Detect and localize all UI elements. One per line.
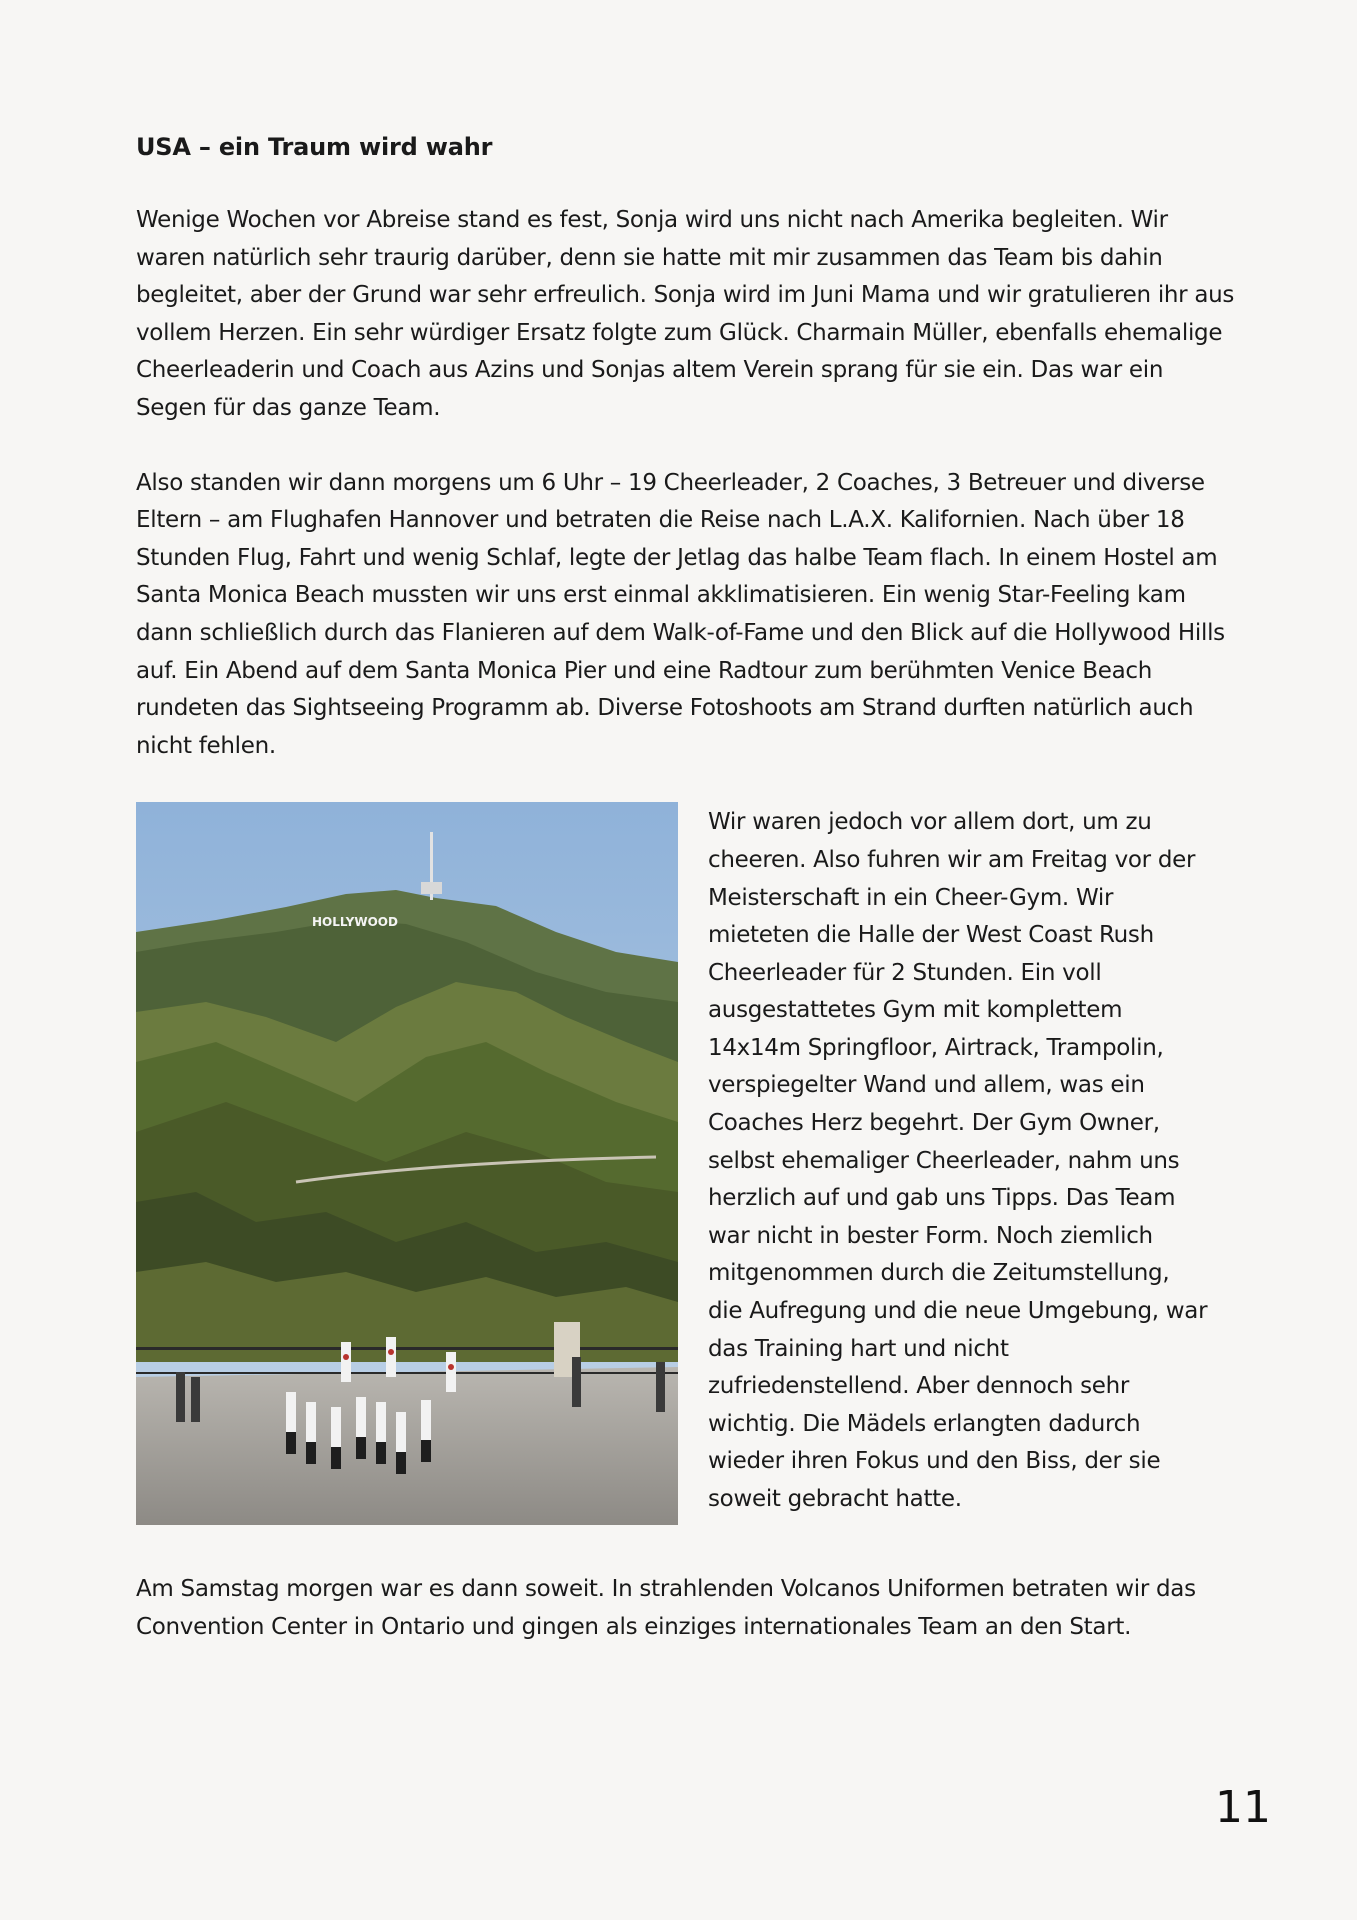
- side-text: [708, 804, 1208, 1518]
- page-content: [136, 128, 1236, 1684]
- paragraph-3: Wir waren jedoch vor allem dort, um zu cheeren. Also fuhren wir am Freitag vor der Meisterschaft in ein Cheer-Gym. Wir mieteten die Halle der West Coast Rush Cheerleader für 2 Stunden. Ein voll ausgestattetes Gym mit komplettem 14x14m Springfloor, Airtrack, Trampolin, verspiegelter Wand und allem, was ein Coaches Herz begehrt. Der Gym Owner, selbst ehemaliger Cheerleader, nahm uns herzlich auf und gab uns Tipps. Das Team war nicht in bester Form. Noch ziemlich mitgenommen durch die Zeitumstellung, die Aufregung und die neue Umgebung, war das Training hart und nicht zufriedenstellend. Aber dennoch sehr wichtig. Die Mädels erlangten dadurch wieder ihren Fokus und den Biss, der sie soweit gebracht hatte.: [708, 809, 1208, 1512]
- photo-text-row: [136, 802, 1236, 1525]
- paragraph-4: Am Samstag morgen war es dann soweit. In strahlenden Volcanos Uniformen betraten wir das Convention Center in Ontario und gingen als einziges internationales Team an den Start.: [136, 1576, 1196, 1640]
- hollywood-hills-photo: [136, 802, 678, 1525]
- paragraph-2: Also standen wir dann morgens um 6 Uhr – 19 Cheerleader, 2 Coaches, 3 Betreuer und diverse Eltern – am Flughafen Hannover und betraten die Reise nach L.A.X. Kalifornien. Nach über 18 Stunden Flug, Fahrt und wenig Schlaf, legte der Jetlag das halbe Team flach. In einem Hostel am Santa Monica Beach mussten wir uns erst einmal akklimatisieren. Ein wenig Star-Feeling kam dann schließlich durch das Flanieren auf dem Walk-of-Fame und den Blick auf die Hollywood Hills auf. Ein Abend auf dem Santa Monica Pier und eine Radtour zum berühmten Venice Beach rundeten das Sightseeing Programm ab. Diverse Fotoshoots am Strand durften natürlich auch nicht fehlen.: [136, 469, 1225, 759]
- hollywood-sign: HOLLYWOOD: [312, 915, 398, 930]
- page-number: 11: [1215, 1782, 1271, 1833]
- paragraph-1: Wenige Wochen vor Abreise stand es fest, Sonja wird uns nicht nach Amerika begleiten. Wir waren natürlich sehr traurig darüber, denn sie hatte mit mir zusammen das Team bis dahin begleitet, aber der Grund war sehr erfreulich. Sonja wird im Juni Mama und wir gratulieren ihr aus vollem Herzen. Ein sehr würdiger Ersatz folgte zum Glück. Charmain Müller, ebenfalls ehemalige Cheerleaderin und Coach aus Azins und Sonjas altem Verein sprang für sie ein. Das war ein Segen für das ganze Team.: [136, 207, 1235, 421]
- article-heading: USA – ein Traum wird wahr: [136, 133, 493, 161]
